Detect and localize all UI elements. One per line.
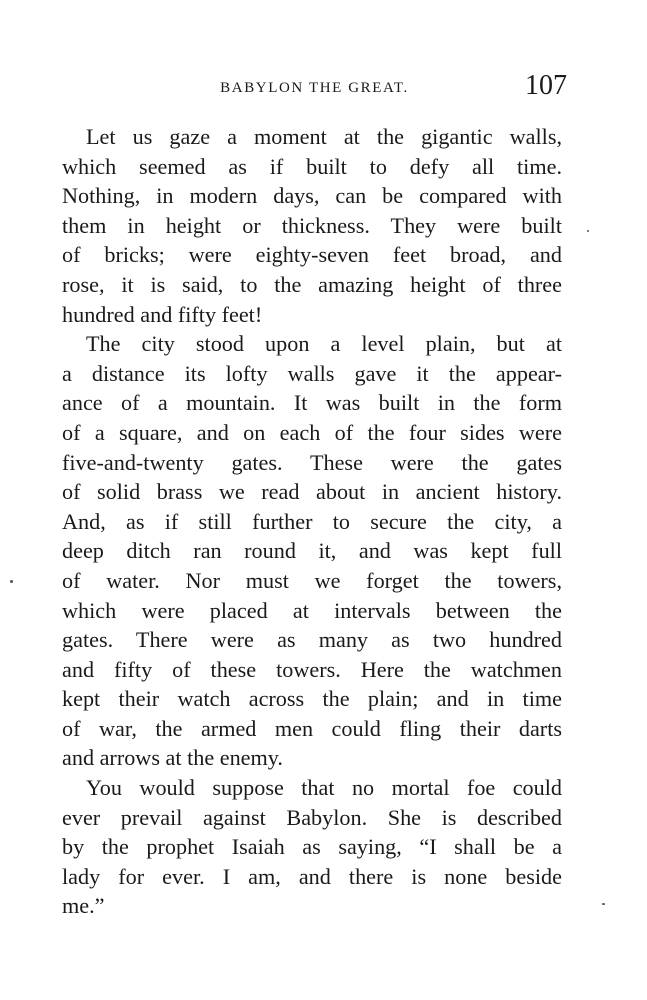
text-line: gates. There were as many as two hundred (62, 627, 562, 653)
text-line: which were placed at intervals between the (62, 597, 562, 623)
text-line: Nothing, in modern days, can be compared with (62, 183, 562, 209)
text-line: by the prophet Isaiah as saying, “I shall be a (62, 834, 562, 860)
text-line: kept their watch across the plain; and in time (62, 686, 562, 712)
text-line: lady for ever. I am, and there is none beside (62, 863, 562, 889)
paragraph-babylon (62, 773, 562, 921)
text-line: of bricks; were eighty-seven feet broad, and (62, 242, 562, 268)
text-line: which seemed as if built to defy all time. (62, 153, 562, 179)
text-line: hundred and fifty feet! (62, 301, 263, 327)
text-line: ance of a mountain. It was built in the form (62, 390, 562, 416)
running-title: BABYLON THE GREAT. (220, 80, 409, 96)
page-number: 107 (525, 70, 567, 101)
text-line: of solid brass we read about in ancient history. (62, 479, 562, 505)
print-speck (587, 230, 589, 232)
text-line: Let us gaze a moment at the gigantic walls, (86, 124, 562, 149)
text-line: The city stood upon a level plain, but at (86, 331, 562, 357)
text-line: of a square, and on each of the four sides were (62, 419, 562, 445)
paragraph-walls (62, 122, 562, 329)
text-line: rose, it is said, to the amazing height of three (62, 271, 562, 297)
body-text (62, 122, 562, 921)
paragraph-city (62, 329, 562, 773)
running-head (62, 70, 567, 110)
text-line: And, as if still further to secure the city, a (62, 508, 562, 534)
text-line: deep ditch ran round it, and was kept full (62, 538, 562, 564)
text-line: them in height or thickness. They were built (62, 212, 562, 238)
text-line: a distance its lofty walls gave it the appear- (62, 360, 562, 386)
text-line: of water. Nor must we forget the towers, (62, 567, 562, 593)
text-line: You would suppose that no mortal foe could (86, 775, 562, 801)
print-speck (602, 903, 605, 905)
text-line: of war, the armed men could fling their darts (62, 715, 562, 741)
text-line: five-and-twenty gates. These were the gates (62, 449, 562, 475)
text-line: ever prevail against Babylon. She is described (62, 804, 562, 830)
text-line: and arrows at the enemy. (62, 745, 283, 771)
print-speck (10, 580, 13, 583)
text-line: me.” (62, 893, 105, 919)
text-line: and fifty of these towers. Here the watchmen (62, 656, 562, 682)
